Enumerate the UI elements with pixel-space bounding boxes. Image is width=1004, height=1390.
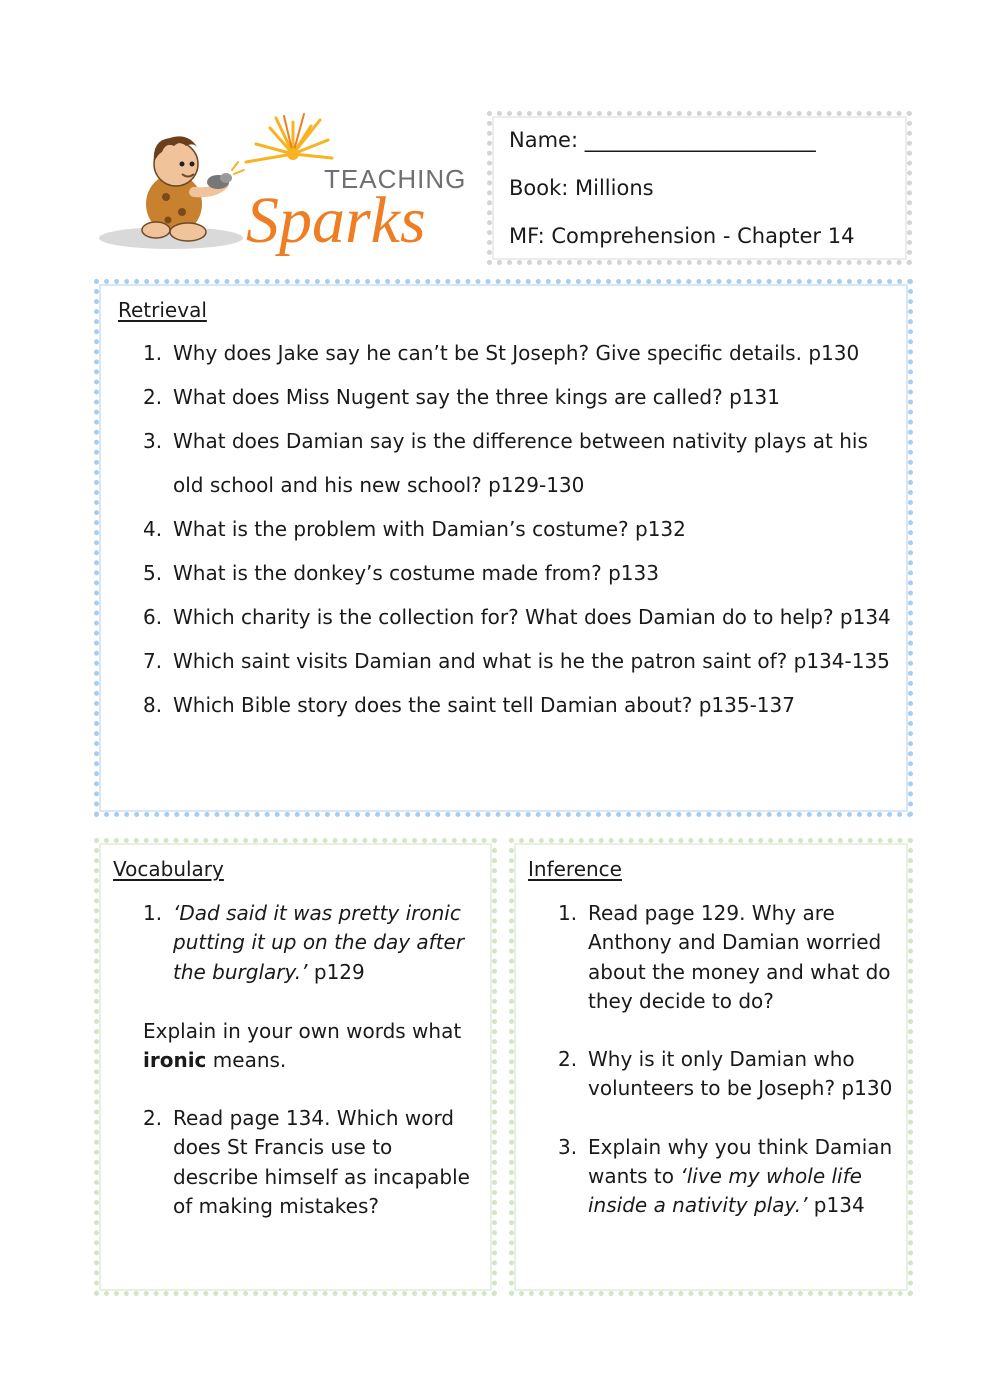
caveman-mascot-icon (96, 112, 476, 262)
inference-title: Inference (528, 857, 622, 881)
page-reference: p134 (807, 1193, 865, 1218)
list-item (143, 595, 893, 639)
list-item (143, 683, 893, 727)
question-number: 1. (143, 341, 163, 365)
question-number: 5. (143, 561, 163, 585)
list-item (143, 331, 893, 375)
list-item (143, 1104, 478, 1221)
instruction-text: Explain in your own words what (143, 1019, 462, 1043)
list-item (143, 551, 893, 595)
teaching-sparks-logo (96, 112, 476, 262)
inference-question-list (558, 899, 893, 1221)
logo-sparks-text: Sparks (246, 184, 426, 257)
list-item (143, 639, 893, 683)
question-text: What does Miss Nugent say the three kings are called? p131 (173, 385, 780, 409)
list-item (558, 899, 893, 1016)
question-text: What is the donkey’s costume made from? p133 (173, 561, 659, 585)
student-info-box (487, 111, 912, 265)
explain-instruction (143, 1017, 463, 1076)
question-number: 1. (558, 901, 578, 925)
question-text: Read page 134. Which word does St Francis use to describe himself as incapable of making mistakes? (173, 1106, 470, 1218)
question-number: 8. (143, 693, 163, 717)
question-number: 2. (558, 1047, 578, 1072)
list-item (143, 899, 478, 987)
retrieval-question-list (143, 331, 893, 727)
book-title: Book: Millions (509, 176, 654, 200)
inference-panel (509, 838, 913, 1296)
question-text: Why is it only Damian who volunteers to be Joseph? p130 (588, 1047, 893, 1101)
question-text: Which charity is the collection for? What does Damian do to help? p134 (173, 605, 891, 629)
question-number: 3. (558, 1134, 578, 1159)
vocabulary-question-list (143, 899, 478, 987)
question-text: Which saint visits Damian and what is he the patron saint of? p134-135 (173, 649, 890, 673)
question-number: 6. (143, 605, 163, 629)
vocabulary-question-list-2 (143, 1104, 478, 1221)
list-item (558, 1133, 893, 1221)
vocabulary-title: Vocabulary (113, 857, 224, 881)
question-number: 3. (143, 429, 163, 453)
quote-text: ‘Dad said it was pretty ironic putting it up on the day after the burglary.’ (173, 901, 465, 984)
question-number: 1. (143, 901, 163, 925)
page-reference: p129 (307, 959, 365, 984)
question-text: Read page 129. Why are Anthony and Damian worried about the money and what do they decide to do? (588, 901, 891, 1013)
list-item (558, 1045, 893, 1104)
question-number: 4. (143, 517, 163, 541)
vocabulary-panel (94, 838, 497, 1296)
name-field-label: Name: ______________________ (509, 128, 816, 152)
list-item (143, 507, 893, 551)
question-text: What does Damian say is the difference between nativity plays at his old school and his new school? p129-130 (173, 429, 868, 497)
logo-teaching-text: TEACHING (324, 164, 467, 194)
question-number: 2. (143, 1106, 163, 1130)
keyword: ironic (143, 1048, 207, 1073)
worksheet-title: MF: Comprehension - Chapter 14 (509, 224, 855, 248)
question-text: What is the problem with Damian’s costume? p132 (173, 517, 686, 541)
question-text: Explain why you think Damian wants to (588, 1134, 893, 1189)
retrieval-title: Retrieval (118, 298, 207, 322)
list-item (143, 419, 893, 507)
retrieval-panel (94, 279, 913, 817)
question-text: Why does Jake say he can’t be St Joseph? Give specific details. p130 (173, 341, 860, 365)
question-number: 2. (143, 385, 163, 409)
question-number: 7. (143, 649, 163, 673)
question-text: Which Bible story does the saint tell Damian about? p135-137 (173, 693, 795, 717)
list-item (143, 375, 893, 419)
instruction-text: means. (206, 1048, 287, 1073)
quote-text: ‘live my whole life inside a nativity play.’ (588, 1164, 862, 1218)
